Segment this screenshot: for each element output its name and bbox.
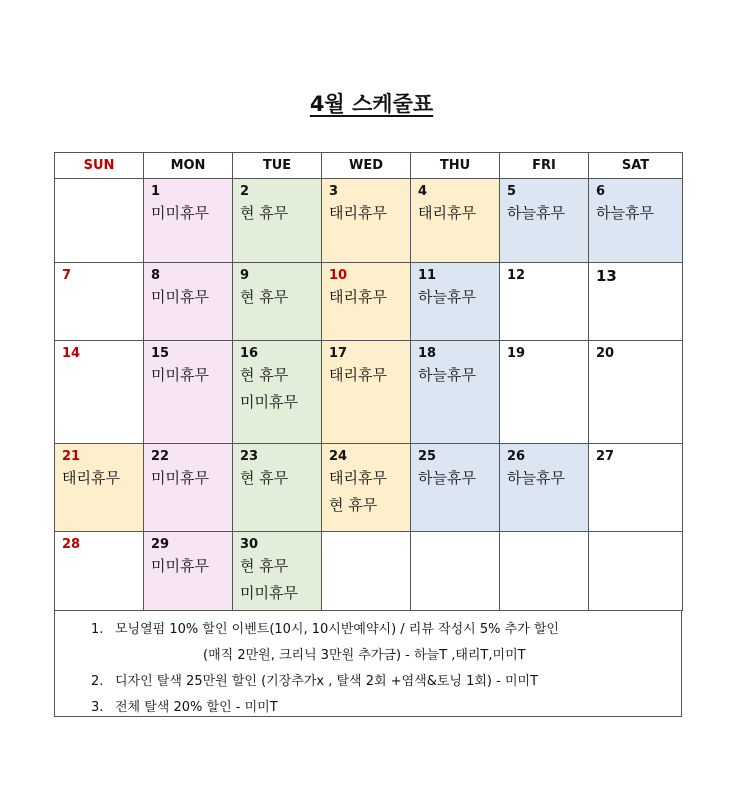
calendar-day-cell xyxy=(500,444,589,532)
day-number xyxy=(589,532,682,537)
day-number: 9 xyxy=(240,268,250,283)
day-off-event: 태리휴무 xyxy=(329,469,387,487)
day-number: 30 xyxy=(240,537,259,552)
calendar-day-cell xyxy=(322,263,411,341)
day-number: 27 xyxy=(596,449,615,464)
day-off-event: 태리휴무 xyxy=(329,366,387,384)
calendar-day-cell xyxy=(322,179,411,263)
calendar-day-cell xyxy=(500,341,589,444)
day-off-event: 미미휴무 xyxy=(151,204,209,222)
calendar-day-cell xyxy=(589,263,683,341)
calendar-day-cell xyxy=(55,263,144,341)
calendar-day-cell xyxy=(144,341,233,444)
day-off-event: 미미휴무 xyxy=(240,584,298,602)
calendar-table xyxy=(54,152,683,611)
day-number: 14 xyxy=(62,346,81,361)
day-number: 10 xyxy=(329,268,348,283)
calendar-day-cell xyxy=(144,444,233,532)
calendar-day-cell xyxy=(500,263,589,341)
calendar-day-cell xyxy=(233,341,322,444)
day-off-event: 미미휴무 xyxy=(151,288,209,306)
day-number: 3 xyxy=(329,184,339,199)
calendar-day-cell xyxy=(411,179,500,263)
calendar-day-cell xyxy=(589,179,683,263)
calendar-day-cell xyxy=(589,341,683,444)
day-off-event: 태리휴무 xyxy=(418,204,476,222)
day-number: 2 xyxy=(240,184,250,199)
calendar-week-row xyxy=(55,263,683,341)
day-off-event: 미미휴무 xyxy=(151,366,209,384)
calendar-day-cell xyxy=(322,532,411,611)
day-off-event: 태리휴무 xyxy=(62,469,120,487)
weekday-thu: THU xyxy=(411,153,500,179)
calendar-week-row xyxy=(55,444,683,532)
calendar-day-cell xyxy=(233,444,322,532)
day-number: 21 xyxy=(62,449,81,464)
day-number: 6 xyxy=(596,184,606,199)
day-off-event: 하늘휴무 xyxy=(418,366,476,384)
calendar-day-cell xyxy=(144,263,233,341)
calendar-day-cell xyxy=(233,179,322,263)
calendar-day-cell xyxy=(233,263,322,341)
weekday-tue: TUE xyxy=(233,153,322,179)
calendar-day-cell xyxy=(500,179,589,263)
day-number: 29 xyxy=(151,537,170,552)
day-off-event: 하늘휴무 xyxy=(418,288,476,306)
day-off-event: 태리휴무 xyxy=(329,288,387,306)
day-number: 8 xyxy=(151,268,161,283)
weekday-header-row xyxy=(55,153,683,179)
day-number: 28 xyxy=(62,537,81,552)
note-item-2: 2. 디자인 탈색 25만원 할인 (기장추가x , 탈색 2회 +염색&토닝 1회) - 미미T xyxy=(91,674,539,689)
day-off-event: 태리휴무 xyxy=(329,204,387,222)
day-number xyxy=(322,532,410,537)
day-number: 5 xyxy=(507,184,517,199)
day-off-event: 하늘휴무 xyxy=(418,469,476,487)
day-number: 20 xyxy=(596,346,615,361)
day-off-event: 미미휴무 xyxy=(151,557,209,575)
calendar-week-row xyxy=(55,179,683,263)
day-number: 13 xyxy=(596,267,617,285)
calendar-day-cell xyxy=(144,532,233,611)
calendar-day-cell xyxy=(411,263,500,341)
day-number: 24 xyxy=(329,449,348,464)
day-number: 25 xyxy=(418,449,437,464)
calendar-day-cell xyxy=(144,179,233,263)
day-number xyxy=(55,179,143,184)
calendar-day-cell xyxy=(322,444,411,532)
calendar-day-cell xyxy=(589,532,683,611)
calendar-week-row xyxy=(55,532,683,611)
weekday-sat: SAT xyxy=(589,153,683,179)
promotion-notes xyxy=(54,611,682,717)
calendar-day-cell xyxy=(500,532,589,611)
weekday-sun: SUN xyxy=(55,153,144,179)
calendar-day-cell xyxy=(322,341,411,444)
calendar-day-cell xyxy=(411,532,500,611)
weekday-mon: MON xyxy=(144,153,233,179)
calendar-day-cell xyxy=(411,444,500,532)
day-number: 23 xyxy=(240,449,259,464)
day-number xyxy=(411,532,499,537)
day-off-event: 현 휴무 xyxy=(240,469,289,487)
day-off-event: 현 휴무 xyxy=(240,288,289,306)
calendar-day-cell xyxy=(411,341,500,444)
note-item-1-detail: (매직 2만원, 크리닉 3만원 추가금) - 하늘T ,태리T,미미T xyxy=(203,648,526,663)
day-number xyxy=(500,532,588,537)
day-number: 16 xyxy=(240,346,259,361)
day-number: 15 xyxy=(151,346,170,361)
weekday-fri: FRI xyxy=(500,153,589,179)
calendar-day-cell xyxy=(55,341,144,444)
day-number: 19 xyxy=(507,346,526,361)
day-off-event: 현 휴무 xyxy=(240,366,289,384)
day-number: 4 xyxy=(418,184,428,199)
day-off-event: 현 휴무 xyxy=(240,204,289,222)
day-number: 11 xyxy=(418,268,437,283)
note-item-3: 3. 전체 탈색 20% 할인 - 미미T xyxy=(91,700,278,715)
note-item-1: 1. 모닝열펌 10% 할인 이벤트(10시, 10시반예약시) / 리뷰 작성시 5% 추가 할인 xyxy=(91,622,559,637)
calendar-day-cell xyxy=(589,444,683,532)
day-number: 26 xyxy=(507,449,526,464)
day-off-event: 미미휴무 xyxy=(151,469,209,487)
day-number: 1 xyxy=(151,184,161,199)
day-off-event: 하늘휴무 xyxy=(507,469,565,487)
calendar-day-cell xyxy=(55,532,144,611)
weekday-wed: WED xyxy=(322,153,411,179)
page-title: 4월 스케줄표 xyxy=(309,92,434,116)
day-off-event: 현 휴무 xyxy=(240,557,289,575)
day-number: 18 xyxy=(418,346,437,361)
day-number: 12 xyxy=(507,268,526,283)
calendar-day-cell xyxy=(55,179,144,263)
calendar-day-cell xyxy=(233,532,322,611)
calendar-day-cell xyxy=(55,444,144,532)
day-number: 17 xyxy=(329,346,348,361)
day-off-event: 하늘휴무 xyxy=(596,204,654,222)
calendar-week-row xyxy=(55,341,683,444)
day-number: 22 xyxy=(151,449,170,464)
day-off-event: 하늘휴무 xyxy=(507,204,565,222)
day-number: 7 xyxy=(62,268,72,283)
day-off-event: 미미휴무 xyxy=(240,393,298,411)
day-off-event: 현 휴무 xyxy=(329,496,378,514)
